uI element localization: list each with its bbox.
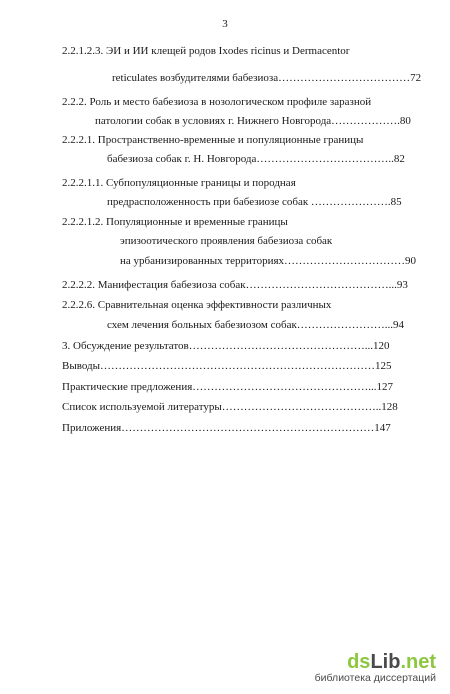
toc-entry-2-2-2-1-1-cont: предрасположенность при бабезиозе собак ………………….85 xyxy=(107,196,402,208)
toc-entry-appendices: Приложения……………………………………………………………147 xyxy=(62,422,391,434)
logo-lib: Lib xyxy=(370,651,401,673)
toc-entry-3: 3. Обсуждение результатов…………………………………………...120 xyxy=(62,340,390,352)
logo-ds: ds xyxy=(347,651,371,673)
logo-net: .net xyxy=(400,651,436,673)
toc-entry-2-2-2-6-cont: схем лечения больных бабезиозом собак……………………...94 xyxy=(107,319,405,331)
toc-entry-2-2-2-1-2-cont2: на урбанизированных территориях……………………………90 xyxy=(120,255,417,267)
toc-entry-2-2-2-1-2: 2.2.2.1.2. Популяционные и временные границы xyxy=(62,216,288,228)
toc-entry-2-2-2-cont: патологии собак в условиях г. Нижнего Новгорода……………….80 xyxy=(95,115,411,127)
toc-entry-2-2-2-1-2-cont: эпизоотического проявления бабезиоза собак xyxy=(120,235,333,247)
dslib-tagline: библиотека диссертаций xyxy=(314,672,436,684)
toc-entry-2-2-1-2-3-cont: reticulates возбудителями бабезиоза………………………………72 xyxy=(112,72,422,84)
toc-entry-2-2-2-2: 2.2.2.2. Манифестация бабезиоза собак…………………………………...93 xyxy=(62,279,408,291)
page-number: 3 xyxy=(222,18,228,30)
toc-entry-conclusions: Выводы…………………………………………………………………125 xyxy=(62,360,392,372)
dslib-logo xyxy=(315,651,436,673)
toc-entry-2-2-2-1: 2.2.2.1. Пространственно-временные и популяционные границы xyxy=(62,134,364,146)
toc-entry-references: Список используемой литературы……………………………………..128 xyxy=(62,401,398,413)
toc-entry-2-2-2-1-1: 2.2.2.1.1. Субпопуляционные границы и породная xyxy=(62,177,296,189)
toc-entry-2-2-1-2-3: 2.2.1.2.3. ЭИ и ИИ клещей родов Ixodes ricinus и Dermacentor xyxy=(62,45,350,57)
toc-entry-recommendations: Практические предложения…………………………………………...127 xyxy=(62,381,394,393)
toc-entry-2-2-2-6: 2.2.2.6. Сравнительная оценка эффективности различных xyxy=(62,299,332,311)
toc-entry-2-2-2: 2.2.2. Роль и место бабезиоза в нозологическом профиле заразной xyxy=(62,96,372,108)
toc-entry-2-2-2-1-cont: бабезиоза собак г. Н. Новгорода………………………………..82 xyxy=(107,153,405,165)
dslib-watermark xyxy=(315,651,436,684)
